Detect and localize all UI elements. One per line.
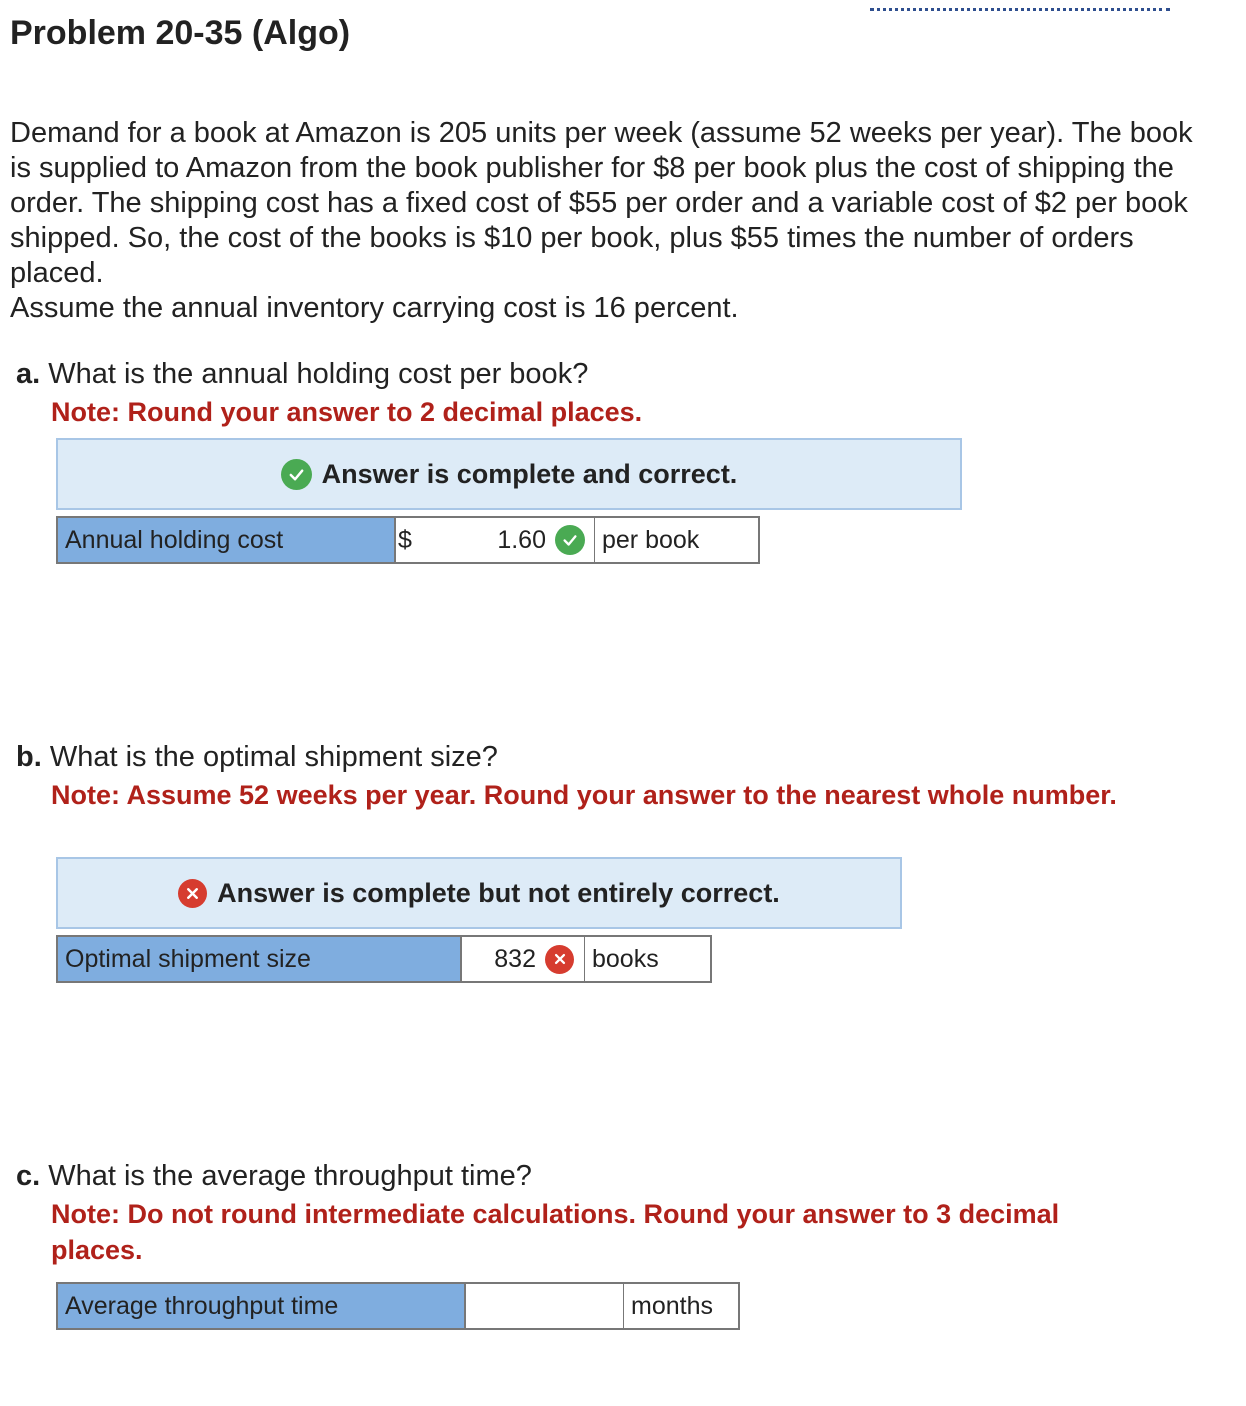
part-letter: b.	[16, 741, 42, 773]
unit-label: per book	[594, 516, 760, 564]
input-value: 1.60	[497, 525, 546, 554]
row-label: Optimal shipment size	[56, 935, 462, 983]
problem-title: Problem 20-35 (Algo)	[10, 14, 351, 52]
check-icon	[555, 525, 585, 555]
x-icon	[545, 945, 574, 974]
question-text: What is the average throughput time?	[48, 1160, 532, 1192]
feedback-banner-correct	[56, 438, 962, 510]
answer-row-c	[56, 1282, 740, 1330]
feedback-banner-incorrect	[56, 857, 902, 929]
question-c	[16, 1160, 532, 1193]
answer-row-b	[56, 935, 712, 983]
question-b	[16, 741, 498, 774]
banner-text: Answer is complete but not entirely correct.	[217, 877, 780, 908]
banner-text: Answer is complete and correct.	[321, 458, 738, 489]
answer-row-a	[56, 516, 760, 564]
part-letter: a.	[16, 358, 41, 390]
x-icon	[178, 879, 207, 908]
note-a: Note: Round your answer to 2 decimal places.	[51, 397, 643, 427]
unit-label: months	[623, 1282, 740, 1330]
unit-label: books	[584, 935, 712, 983]
average-throughput-time-input[interactable]	[466, 1282, 623, 1330]
problem-intro	[10, 116, 1210, 326]
question-text: What is the optimal shipment size?	[49, 741, 498, 773]
annual-holding-cost-input[interactable]	[396, 516, 594, 564]
intro-paragraph: Demand for a book at Amazon is 205 units per week (assume 52 weeks per year). The book is supplied to Amazon from the book publisher for $8 per book plus the cost of shipping the order. The shipping cost has a fixed cost of $55 per order and a variable cost of $2 per book shipped. So, the cost of the books is $10 per book, plus $55 times the number of orders placed.	[10, 117, 1193, 289]
top-dotted-border	[870, 0, 1170, 11]
check-icon	[281, 459, 312, 490]
input-value: 832	[494, 944, 536, 973]
row-label: Annual holding cost	[56, 516, 396, 564]
currency-symbol: $	[398, 525, 412, 554]
part-letter: c.	[16, 1160, 41, 1192]
note-b: Note: Assume 52 weeks per year. Round your answer to the nearest whole number.	[51, 780, 1117, 810]
row-label: Average throughput time	[56, 1282, 466, 1330]
question-a	[16, 358, 588, 391]
optimal-shipment-size-input[interactable]	[462, 935, 584, 983]
question-text: What is the annual holding cost per book?	[48, 358, 589, 390]
intro-paragraph: Assume the annual inventory carrying cost is 16 percent.	[10, 292, 739, 324]
note-c: Note: Do not round intermediate calculations. Round your answer to 3 decimal places.	[51, 1199, 1060, 1265]
